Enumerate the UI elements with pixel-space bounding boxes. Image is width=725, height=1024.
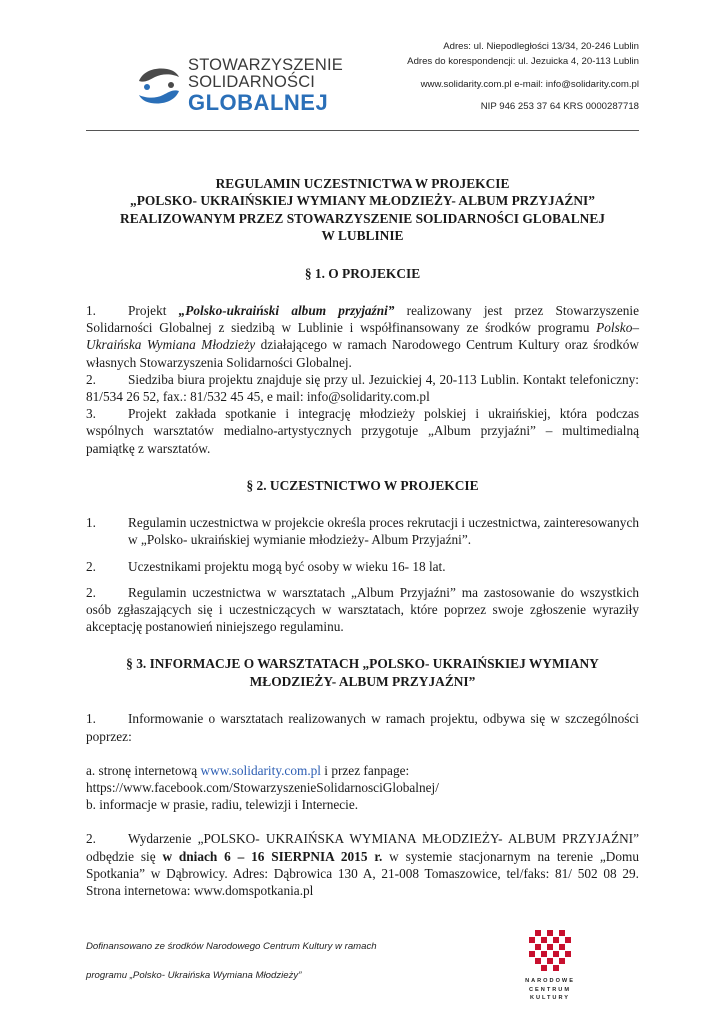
section-1-paragraph-3: 3. Projekt zakłada spotkanie i integrację młodzieży polskiej i ukraińskiej, która podczas wspólnych warsztatów medialno-artystycznych przygotuje „Album przyjaźni” – multimedialną pamiątkę z warsztatów.: [86, 406, 639, 456]
section-3-heading-line-1: § 3. INFORMACJE O WARSZTATACH „POLSKO- UKRAIŃSKIEJ WYMIANY: [126, 656, 599, 672]
title-line-2: „POLSKO- UKRAIŃSKIEJ WYMIANY MŁODZIEŻY- ALBUM PRZYJAŹNI”: [130, 193, 595, 209]
section-3-heading-line-2: MŁODZIEŻY- ALBUM PRZYJAŹNI”: [249, 673, 476, 689]
funding-footer: [86, 940, 377, 982]
facebook-fanpage-url: https://www.facebook.com/StowarzyszenieSolidarnosciGlobalnej/: [86, 779, 439, 795]
title-line-1: REGULAMIN UCZESTNICTWA W PROJEKCIE: [215, 176, 510, 191]
footer-line-2: programu „Polsko- Ukraińska Wymiana Młodzieży”: [86, 970, 302, 981]
section-3-heading: [86, 655, 639, 690]
correspondence-line: Adres do korespondencji: ul. Jezuicka 4, 20-113 Lublin: [407, 55, 639, 67]
section-3-paragraph-1: 1. Informowanie o warsztatach realizowanych w ramach projektu, odbywa się w szczególności poprzez:: [86, 711, 639, 744]
address-line: Adres: ul. Niepodległości 13/34, 20-246 Lublin: [443, 41, 639, 52]
section-3-item-a: a. stronę internetową www.solidarity.com.pl i przez fanpage:: [86, 762, 410, 778]
nip-krs-line: NIP 946 253 37 64 KRS 0000287718: [480, 100, 639, 112]
title-line-4: W LUBLINIE: [321, 228, 404, 244]
solidarity-website-link[interactable]: www.solidarity.com.pl: [200, 762, 321, 778]
nck-line-3: KULTURY: [529, 995, 571, 1001]
section-1-paragraph-2: 2. Siedziba biura projektu znajduje się przy ul. Jezuickiej 4, 20-113 Lublin. Kontakt telefoniczny: 81/534 26 52, fax.: 81/532 45 45, e mail: info@solidarity.com.pl: [86, 371, 639, 405]
hands-logo-icon: [133, 59, 185, 115]
section-3-item-b: b. informacje w prasie, radiu, telewizji i Internecie.: [86, 797, 359, 813]
logo-line-2: SOLIDARNOŚCI: [188, 73, 316, 91]
organization-logo: [133, 56, 343, 119]
nck-line-1: NARODOWE: [525, 978, 575, 984]
contact-block: [407, 40, 639, 114]
nck-emblem-icon: [524, 930, 576, 976]
nck-line-2: CENTRUM: [529, 986, 571, 993]
document-title: [86, 175, 639, 245]
web-email-line: www.solidarity.com.pl e-mail: info@solidarity.com.pl: [420, 79, 639, 90]
section-2-item-3: 2. Regulamin uczestnictwa w warsztatach „Album Przyjaźni” ma zastosowanie do wszystkich osób zgłaszających się i uczestniczących w warsztatach, które poprzez swoje zgłoszenie wyraziły akceptację postanowień niniejszego regulaminu.: [86, 584, 639, 635]
header-divider: [86, 130, 639, 131]
section-3-paragraph-2: 2. Wydarzenie „POLSKO- UKRAIŃSKA WYMIANA MŁODZIEŻY- ALBUM PRZYJAŹNI” odbędzie się w dniach 6 – 16 SIERPNIA 2015 r. w systemie stacjonarnym na terenie „Domu Spotkania” w Dąbrowicy. Adres: Dąbrowica 130 A, 21-008 Tomaszowice, tel/faks: 81/ 502 08 29. Strona internetowa: www.domspotkania.pl: [86, 831, 639, 898]
logo-line-3: GLOBALNEJ: [188, 90, 329, 115]
section-2-item-1: 1. Regulamin uczestnictwa w projekcie określa proces rekrutacji i uczestnictwa, zainteresowanych w „Polsko- ukraińskiej wymianie młodzieży- Album Przyjaźni”.: [86, 515, 639, 548]
section-1-heading: § 1. O PROJEKCIE: [304, 265, 421, 281]
document-body: [86, 175, 639, 899]
footer-line-1: Dofinansowano ze środków Narodowego Centrum Kultury w ramach: [86, 941, 377, 952]
nck-logo: [524, 930, 576, 1010]
logo-line-1: STOWARZYSZENIE: [188, 56, 343, 74]
section-2-heading: § 2. UCZESTNICTWO W PROJEKCIE: [246, 477, 479, 493]
section-2-item-2: 2. Uczestnikami projektu mogą być osoby w wieku 16- 18 lat.: [86, 558, 446, 574]
title-line-3: REALIZOWANYM PRZEZ STOWARZYSZENIE SOLIDARNOŚCI GLOBALNEJ: [120, 210, 605, 226]
section-1-paragraph-1: 1. Projekt „Polsko-ukraiński album przyjaźni” realizowany jest przez Stowarzyszenie Solidarności Globalnej z siedzibą w Lublinie i współfinansowany ze środków programu Polsko–Ukraińska Wymiana Młodzieży działającego w ramach Narodowego Centrum Kultury oraz środków własnych Stowarzyszenia Solidarności Globalnej.: [86, 303, 639, 370]
